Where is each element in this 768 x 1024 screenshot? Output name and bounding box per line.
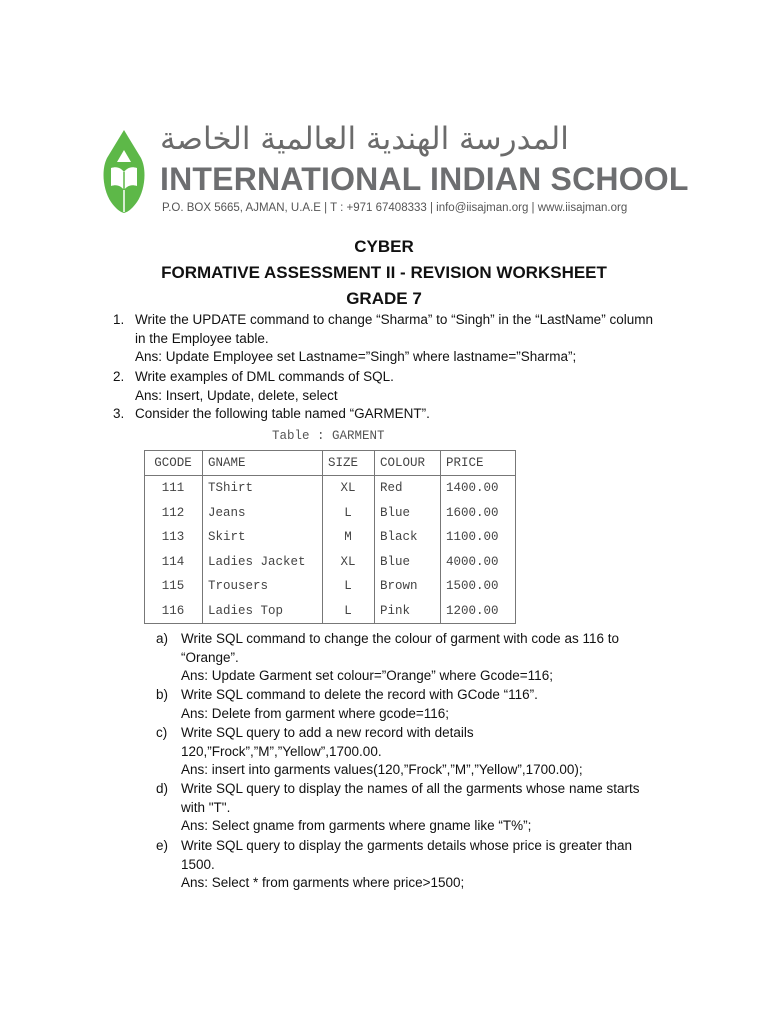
question-line: Write examples of DML commands of SQL. xyxy=(135,369,394,384)
table-caption: Table : GARMENT xyxy=(272,429,385,443)
table-cell: Trousers xyxy=(208,579,269,594)
school-contact: P.O. BOX 5665, AJMAN, U.A.E | T : +971 67408333 | info@iisajman.org | www.iisajman.org xyxy=(162,202,628,214)
table-cell: 116 xyxy=(161,603,185,618)
subquestion-line: Ans: Select * from garments where price>1500; xyxy=(181,875,465,891)
table-cell: L xyxy=(344,603,352,618)
subject-title: CYBER xyxy=(354,237,414,256)
table-cell: Blue xyxy=(380,554,411,569)
subquestion-line: Write SQL query to display the names of all the garments whose name starts xyxy=(181,781,640,796)
table-cell: 114 xyxy=(161,554,185,569)
table-cell: M xyxy=(344,530,352,545)
leaf-book-logo xyxy=(101,128,147,214)
table-header-cell: GCODE xyxy=(144,450,202,476)
school-header xyxy=(0,0,768,230)
table-cell: Black xyxy=(380,530,418,545)
subquestion-letter: b) xyxy=(156,687,169,702)
garment-table xyxy=(144,450,516,623)
table-header-row xyxy=(144,450,516,476)
table-cell: Blue xyxy=(380,505,411,520)
subquestion-line: Ans: insert into garments values(120,”Frock”,”M”,”Yellow”,1700.00); xyxy=(181,762,583,778)
table-cell: Red xyxy=(380,481,403,496)
table-cell: 1100.00 xyxy=(446,530,499,545)
table-cell: Ladies Top xyxy=(208,603,284,618)
subquestion-letter: a) xyxy=(156,631,169,646)
question-line: in the Employee table. xyxy=(135,330,269,346)
subquestion-line: Write SQL command to delete the record with GCode “116”. xyxy=(181,687,538,702)
table-header-cell: GNAME xyxy=(202,450,322,476)
subquestion-letter: c) xyxy=(156,725,168,740)
table-header-cell: PRICE xyxy=(440,450,516,476)
subquestion-line: 120,”Frock”,”M”,”Yellow”,1700.00. xyxy=(181,743,382,759)
table-divider xyxy=(374,450,375,624)
table-cell: TShirt xyxy=(208,481,254,496)
subquestion-line: Ans: Update Garment set colour=”Orange” where Gcode=116; xyxy=(181,668,553,684)
table-cell: XL xyxy=(340,481,356,496)
table-cell: 1200.00 xyxy=(446,603,499,618)
table-cell: 4000.00 xyxy=(446,554,499,569)
table-cell: L xyxy=(344,579,352,594)
question-line: Consider the following table named “GARMENT”. xyxy=(135,406,430,421)
table-cell: 112 xyxy=(161,505,185,520)
table-divider xyxy=(322,450,323,624)
table-cell: 113 xyxy=(161,530,185,545)
subquestion-line: Ans: Delete from garment where gcode=116; xyxy=(181,705,450,721)
table-cell: Jeans xyxy=(208,505,246,520)
table-cell: Brown xyxy=(380,579,418,594)
table-row xyxy=(144,525,516,550)
subquestion-item xyxy=(156,630,676,686)
table-divider xyxy=(202,450,203,624)
question-item xyxy=(113,311,683,367)
table-row xyxy=(144,476,516,501)
question-item xyxy=(113,368,683,405)
table-cell: 111 xyxy=(161,481,185,496)
table-cell: 1500.00 xyxy=(446,579,499,594)
table-cell: 1400.00 xyxy=(446,481,499,496)
subquestion-item xyxy=(156,837,676,893)
school-name: INTERNATIONAL INDIAN SCHOOL xyxy=(160,161,689,197)
table-cell: Pink xyxy=(380,603,411,618)
table-divider xyxy=(440,450,441,624)
table-cell: Ladies Jacket xyxy=(208,554,306,569)
grade-title: GRADE 7 xyxy=(346,289,422,308)
subquestion-line: Write SQL command to change the colour of garment with code as 116 to xyxy=(181,631,619,646)
subquestion-item xyxy=(156,780,676,836)
table-cell: 1600.00 xyxy=(446,505,499,520)
worksheet-title: FORMATIVE ASSESSMENT II - REVISION WORKSHEET xyxy=(161,263,607,282)
question-item xyxy=(113,405,683,424)
school-name-arabic: المدرسة الهندية العالمية الخاصة xyxy=(160,121,569,157)
subquestion-item xyxy=(156,686,676,723)
table-row xyxy=(144,501,516,526)
table-cell: XL xyxy=(340,554,356,569)
question-number: 1. xyxy=(113,312,125,327)
subquestion-letter: d) xyxy=(156,781,169,796)
worksheet-titles xyxy=(0,234,768,312)
table-row xyxy=(144,574,516,599)
question-line: Ans: Update Employee set Lastname=”Singh” where lastname=”Sharma”; xyxy=(135,349,577,365)
subquestion-line: with "T". xyxy=(181,799,231,815)
question-number: 3. xyxy=(113,406,125,421)
table-header-cell: SIZE xyxy=(322,450,374,476)
table-header-cell: COLOUR xyxy=(374,450,440,476)
subquestion-line: Write SQL query to display the garments details whose price is greater than xyxy=(181,838,632,853)
table-row xyxy=(144,599,516,624)
table-cell: 115 xyxy=(161,579,185,594)
table-cell: L xyxy=(344,505,352,520)
question-line: Write the UPDATE command to change “Sharma” to “Singh” in the “LastName” column xyxy=(135,312,653,327)
subquestion-letter: e) xyxy=(156,838,169,853)
subquestion-line: “Orange”. xyxy=(181,649,239,665)
table-cell: Skirt xyxy=(208,530,246,545)
subquestion-line: 1500. xyxy=(181,856,215,872)
table-row xyxy=(144,550,516,575)
subquestion-line: Write SQL query to add a new record with details xyxy=(181,725,474,740)
question-line: Ans: Insert, Update, delete, select xyxy=(135,387,338,403)
subquestion-line: Ans: Select gname from garments where gname like “T%”; xyxy=(181,818,532,834)
question-number: 2. xyxy=(113,369,125,384)
subquestion-item xyxy=(156,724,676,780)
